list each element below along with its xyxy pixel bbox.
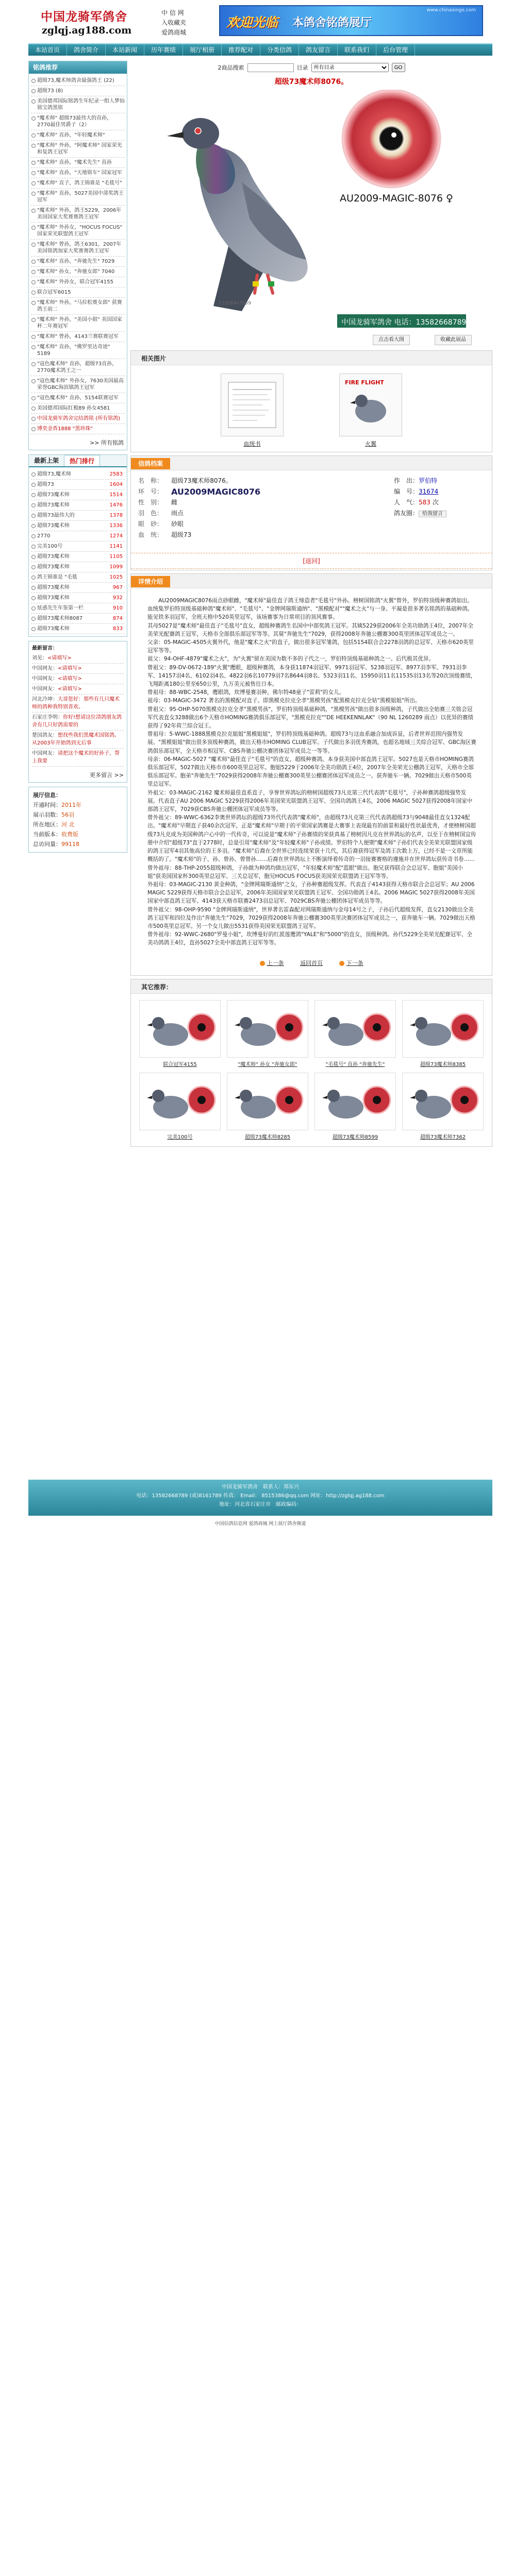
recommend-item[interactable]: 美国德邦国际红极89 孙女4581	[31, 403, 125, 414]
rank-item-count: 1141	[109, 544, 123, 549]
hits-value: 583	[419, 499, 430, 506]
message-author: 石家庄李明：	[32, 715, 63, 720]
stat-value: 99118	[61, 841, 79, 848]
rank-item-name: 超级73最伟大的	[37, 513, 75, 518]
recommend-box	[28, 61, 127, 450]
pigeon-ring2	[268, 281, 274, 286]
info-header	[131, 456, 492, 470]
other-thumbnail	[139, 1073, 221, 1130]
site-footer	[28, 1480, 492, 1516]
stat-row	[33, 820, 123, 829]
article-paragraph: 曾外祖父：98-OHP-9590 "金牌网瑞斯通纳"，世界著名雷森配对网瑞斯通纳与金母14号之子，子孙后代超级发挥，直女2130做出全美鸽王冠军和四位及作出"奔驰先生"7029，7029获得2008年奔驰公棚赛300英里决赛团体冠军成员之一，获奔驰车一辆。7029做出天格市500英里总冠军。另一个女儿做出5531获得美国荣光联盟鸽王冠军。	[147, 906, 475, 929]
article-paragraph: 祖母：03-MAGIC-3472 著名的黑模配对直子。即黑模克拉克全孝"黑模男孩"配黑模克拉克全姑"黑模姐姐"所出。	[147, 698, 421, 704]
message-item[interactable]	[32, 694, 124, 713]
info-value: 超级73魔术师8076。	[171, 477, 232, 484]
info-label: 环 号：	[138, 488, 163, 495]
photo-footer-text: 中国龙骑军鸽舍 电话：13582668789	[341, 318, 467, 327]
quick-link-favorite[interactable]: 入收藏夹	[161, 19, 187, 26]
rank-item[interactable]	[31, 531, 125, 541]
others-header	[131, 979, 492, 994]
stat-row	[33, 829, 123, 839]
message-list	[29, 641, 127, 769]
hits-unit: 次	[432, 499, 439, 506]
fireflight-thumbnail	[339, 374, 402, 436]
nav-contact[interactable]: 联系我们	[338, 44, 376, 56]
other-thumbnail	[227, 1073, 308, 1130]
nav-results[interactable]: 历年赛绩	[144, 44, 183, 56]
rank-item[interactable]	[31, 593, 125, 603]
article-paragraph: 曾祖父：89-DV-0672-189"火翼"鹰眼，超级种赛鸽，本身获11874羽冠军、9971羽冠军、5238羽冠军、8977羽李军、7931羽李军、14157羽4名、6102羽4名、4822羽6名10779羽7名8644羽8名、5323羽11名、15950羽11名11535羽13名等20次顶级赛绩，飞翔距离180公里至650公里，九万美元被售往日本。	[147, 664, 476, 688]
message-item[interactable]	[32, 664, 124, 674]
recommend-item[interactable]: "魔术师" 直子，鸽王锦谁是 "毛毯号"	[31, 178, 125, 189]
article-paragraph: 父亲：05-MAGIC-4505火翼外代，他是"魔术之火"的直子，做出很多冠军雏鸽，包括5154联合会2278羽鸽的总冠军、天格市620英里冠军等等。	[147, 639, 474, 654]
search-bar	[130, 61, 492, 74]
rank-item[interactable]	[31, 614, 125, 624]
rank-item[interactable]	[31, 480, 125, 490]
related-label-fireflight: 火翼	[365, 440, 376, 447]
rank-item-count: 1336	[109, 523, 123, 529]
rank-item[interactable]	[31, 500, 125, 511]
message-text: 你好!想请这位清鸽朋友鸽舍有几只好鸽需要的	[32, 715, 122, 728]
message-text: <请填写>	[58, 676, 82, 682]
recommend-item[interactable]: "魔术师" 直孙，"年轻魔术师"	[31, 130, 125, 141]
pedigree-thumbnail	[221, 374, 284, 436]
rank-item-count: 1378	[109, 513, 123, 518]
other-pigeon-icon	[227, 1001, 308, 1057]
rank-item[interactable]	[31, 624, 125, 634]
recommend-item[interactable]: 博奕金香1888 "黑珍珠"	[31, 424, 125, 434]
other-pigeon-icon	[315, 1001, 395, 1057]
fireflight-header: FIRE FLIGHT	[345, 379, 384, 386]
article-paragraph: 外祖母：03-MAGIC-2130 黄金种鸽，"金牌网瑞斯通纳"之女，子孙种赛超级发挥。代表直子4143获得天格市联合会总冠军；AU 2006 MAGIC 5229获得天格市联合会总冠军，2006年美国国家荣光联盟鸽王冠军、全国功勋鸽王4名。2006 MAGIC 5027获得2008年美国国家中部直鸽王冠军、4143获天格市联赛2473羽总冠军、7029CBS奔驰公棚团体冠军成员等等。	[147, 881, 475, 905]
share-label: 鸽友圈：	[394, 510, 419, 517]
others-title: 其它推荐：	[141, 983, 173, 991]
recommend-item[interactable]: "魔术师" 孙女，"奔驰女郎" 7040	[31, 267, 125, 277]
tab-new[interactable]: 最新上架	[34, 457, 59, 464]
tab-hot[interactable]: 热门排行	[64, 455, 100, 466]
site-domain[interactable]: zglqj.ag188.com	[42, 25, 132, 36]
main-nav	[28, 43, 492, 56]
message-author: 中国网友：	[32, 676, 58, 682]
info-row	[138, 530, 485, 540]
rank-list	[29, 467, 127, 636]
recommend-item[interactable]: "魔术师" 外孙，"马拉松赛女郎" 获赛鸽王前二	[31, 298, 125, 315]
rank-item-count: 1105	[109, 554, 123, 560]
quick-link-mall[interactable]: 爱鸽商城	[161, 29, 187, 36]
other-label: "魔术师" 孙女 "奔驰女郎"	[238, 1061, 297, 1067]
rank-tabs	[29, 455, 127, 467]
other-label: 完美100号	[167, 1134, 193, 1140]
stat-row	[33, 839, 123, 849]
rank-item[interactable]	[31, 521, 125, 531]
leave-message-button[interactable]: 给我留言	[419, 511, 446, 517]
banner-welcome: 欢迎光临	[226, 15, 278, 30]
other-pigeon-icon	[403, 1001, 483, 1057]
message-author: 中国网友：	[32, 666, 58, 671]
message-text: 想找些我们黑魔术国铭鸽。从2003年开始鸽到无后事	[32, 733, 120, 746]
rank-item-count: 1274	[109, 533, 123, 539]
other-item[interactable]	[402, 1000, 484, 1067]
rank-item-count: 874	[112, 616, 123, 621]
detail-title: 详情介绍	[131, 576, 170, 587]
eye-ring-label: AU2009-MAGIC-8076 ♀	[340, 193, 453, 204]
other-item[interactable]	[139, 1000, 221, 1067]
id-label: 编 号：	[394, 488, 419, 495]
stat-label: 展示羽数：	[33, 811, 61, 818]
other-label: 联合冠军4155	[163, 1061, 197, 1067]
info-value: 砂眼	[171, 520, 184, 528]
recommend-item[interactable]: "魔术师" 外孙，鸽王5229，2006年美国国家大奖赛赛鸽王冠军	[31, 206, 125, 223]
message-text: <请填写>	[58, 666, 82, 671]
recommend-item[interactable]: "魔术师" 曾孙，4143兰赛联赛冠军	[31, 332, 125, 342]
recommend-item[interactable]: "魔术师" 直孙，"奔驰先生" 7029	[31, 257, 125, 267]
article-paragraph: 曾祖母：5-WWC-1888黑模克拉克姐姐"黑模姐姐"，罗伯特顶级基础种鸽。超级73与这血系融合加成诉显，后者世界范围内强势发展。"黑模姐姐"做出很多顶级种赛鸽，做出天格市HOMING CLUB冠军。子代做出多羽优秀赛鸽，也超名地域三关综合冠军、GBC海区赛鸽俱乐部冠军，全天格市相冠军、CBS奔驰公棚决赛团体冠军成员之一等等。	[147, 731, 476, 754]
category-select[interactable]	[311, 63, 389, 72]
recommend-item[interactable]: "寇色魔术师" 直孙，5154联赛冠军	[31, 393, 125, 403]
rank-item[interactable]	[31, 552, 125, 562]
rank-item[interactable]	[31, 562, 125, 572]
prev-link[interactable]	[260, 960, 284, 967]
message-item[interactable]	[32, 684, 124, 694]
nav-gallery[interactable]: 展厅相册	[183, 44, 222, 56]
recommend-item[interactable]: "魔术师" 外孙女，"HOCUS FOCUS" 国家荣光联盟鸽王冠军	[31, 223, 125, 240]
recommend-item[interactable]: "魔术师" 直孙，"天地铭车" 国家冠军	[31, 168, 125, 178]
detail-section	[130, 573, 492, 976]
rank-item[interactable]	[31, 490, 125, 500]
message-item[interactable]	[32, 731, 124, 749]
prev-label: 上一条	[267, 959, 284, 967]
stat-value: 2011年	[61, 802, 81, 808]
other-thumbnail	[227, 1000, 308, 1058]
next-label: 下一条	[346, 959, 363, 967]
recommend-item[interactable]: 超级73 (8)	[31, 86, 125, 96]
stats-title: 展厅信息：	[33, 792, 61, 799]
pigeon-info	[131, 470, 492, 553]
message-more-link[interactable]: 更多留言 >>	[90, 772, 124, 778]
rank-item-name: 超级73魔术师	[37, 595, 70, 601]
welcome-banner	[219, 5, 483, 36]
related-header	[131, 351, 492, 365]
stat-row	[33, 800, 123, 810]
article-paragraph: 外祖父：03-MAGIC-2162 魔术师最佳直系直子，享誉世界鸽坛的榜树国超级73凡克第三代代表鸽"毛毯号"，子孙种赛鸽超级强势发展。代表直子AU 2006 MAGIC 5229获得2006年美国荣光联盟鸽王冠军、全国功鸽鸽王4名，2006 MAGIC 5027获得2008年国家中部鸽王冠军，7029获CBS奔驰公棚团体冠军成员等等。	[147, 789, 473, 813]
info-label: 名 称：	[138, 477, 163, 484]
rank-item-count: 1604	[109, 482, 123, 487]
search-input[interactable]	[247, 63, 294, 72]
rank-item-count: 2583	[109, 471, 123, 477]
next-link[interactable]	[339, 960, 363, 967]
recommend-item[interactable]: "寇色魔术师" 外孙女，7630美国最高荣誉GBC海滨镇鸽王冠军	[31, 376, 125, 393]
info-title: 信鸽档案	[131, 458, 170, 469]
footer-line-1: 中国龙骑军鸽舍 联系人：郑东兴	[222, 1484, 299, 1490]
stat-row	[33, 810, 123, 820]
others-section	[130, 979, 492, 1147]
other-label: 超级73魔术师8285	[244, 1134, 291, 1140]
rank-item-count: 967	[112, 585, 123, 590]
others-grid	[131, 994, 492, 1146]
recommend-item[interactable]: "魔术师" 外孙，"美国小姐" 美国国家杯二年赛冠军	[31, 315, 125, 332]
article-paragraph: 曾外祖父：89-WWC-6362李奥世界鸽坛的超级73外代代表鸽"魔术师"，由超级73凡克第三代代表鸽超级73与9048最佳直女1324配出。"魔术师"早期直子获40余次冠军，正是"魔术师"早期于的平常国家鸽赛是大赛事上表现最有的前景和最好性状最优秀，才使榜树国超级73凡克成为美国种鸽户心中的一代传奇，可以说是"魔术师"子孙赛绩的荣获真基了榜树因凡克在世界鸽坛的名声，以至于在榜树国宣传册中介绍"超级73"直于2778时，总是引用"魔术师"及"年轻魔术师"子孙成绩。罗伯特个人便期"魔术师"子孙们代表全美荣光联盟国家级的鸽王冠军4羽其他高位的王多羽。"魔术师"后裔在全世界已经连续荣获十几代，其后裔获得冠军及鸽王次数上万，已经不是一文章所能概括的了。"魔术师"的子、孙、曾孙、曾曾孙……后裔在世界鸽坛上不断演绎着传奇的一羽接赛赛格的遵施并在世界鸽坛获传奇书卷……	[147, 815, 476, 863]
other-thumbnail	[402, 1073, 484, 1130]
recommend-item[interactable]: 联合冠军6015	[31, 287, 125, 298]
article-paragraph: 其母5027是"魔术师"最佳直子"毛毯号"直女，超级种赛鸽生名国中中部奖鸽王冠军。其姨5229获2006年全美功勋鸽王4位，2007年全美荣光配賽鸽王冠军，天格市全部俱乐部冠军等等。其舅"奔驰先生"7029，获得2008年奔驰公棚赛300英里团体冠军成员之一。	[147, 622, 473, 637]
pigeon-ring	[253, 281, 259, 286]
eye-closeup	[342, 90, 440, 188]
message-author: 楚国鸽友：	[32, 733, 58, 738]
photo-buttons	[130, 332, 492, 347]
rank-item-name: 超级73魔术师	[37, 502, 70, 508]
info-label: 羽 色：	[138, 510, 163, 517]
rank-item-count: 1099	[109, 564, 123, 570]
footer-line-3: 地址：河北省石家庄市 邮政编码：	[219, 1502, 302, 1507]
pager	[131, 953, 492, 975]
recommend-item[interactable]: "寇色魔术师" 直孙，超级73直孙，2770魔术鸽王之一	[31, 359, 125, 376]
info-value: 雨点	[171, 510, 184, 517]
message-text: 请把这个魔术的好孙子，帮上我要	[32, 751, 120, 764]
quick-link-xinge[interactable]: 中 信 网	[161, 9, 184, 16]
other-pigeon-icon	[315, 1073, 395, 1130]
nav-about[interactable]: 鸽舍简介	[67, 44, 106, 56]
other-pigeon-icon	[227, 1073, 308, 1130]
message-item[interactable]	[32, 653, 124, 664]
nav-pairing[interactable]: 推荐配对	[222, 44, 260, 56]
site-logo-text[interactable]: 中国龙骑军鸽舍	[41, 10, 127, 24]
message-item[interactable]	[32, 749, 124, 767]
article-paragraph: 曾祖父：95-OHP-5070黑模克拉克全孝"黑模男孩"，罗伯特顶级基础种鸽，"黑模男孩"做出很多顶级种鸽，子代做出全始赛三关铭会冠军代表直女3288做出6个天格市HOMING赛鸽俱乐部冠军，"黑模克拉克""DE HEEKENNLAK"（90 NL 1260289 雨点）以优异的赛绩获得了92年荷兰综合冠王。	[147, 706, 474, 730]
rank-item-count: 1514	[109, 492, 123, 498]
stats-list	[29, 787, 127, 852]
rank-item[interactable]	[31, 511, 125, 521]
message-author: 河北冷坤：	[32, 697, 58, 702]
detail-header	[131, 574, 492, 588]
pigeon-head	[182, 118, 219, 149]
other-label: "毛毯号" 直孙 "奔驰先生"	[325, 1061, 385, 1067]
stat-label: 当前版本：	[33, 831, 61, 838]
message-author: 刘见：	[32, 655, 47, 661]
other-item[interactable]	[314, 1073, 396, 1140]
rank-item-name: 2770	[37, 533, 51, 539]
pigeon-eye-small	[195, 128, 201, 134]
pigeon-beak	[167, 132, 184, 138]
info-value: AU2009MAGIC8076	[171, 487, 261, 497]
other-label: 超级73魔术师7362	[420, 1134, 466, 1140]
eye-pupil-highlight	[391, 132, 396, 138]
author-value: 罗伯特	[419, 477, 438, 484]
rank-item-name: 鸽王锦谁是 "毛毯	[37, 574, 77, 580]
pigeon-photo[interactable]	[152, 90, 471, 332]
detail-article	[131, 588, 492, 953]
rank-item-name: 超级73魔术师	[37, 585, 70, 590]
message-item[interactable]	[32, 713, 124, 731]
sidebar	[28, 61, 127, 857]
info-label: 眼 砂：	[138, 520, 163, 528]
other-thumbnail	[314, 1000, 396, 1058]
message-title: 最新留言：	[32, 646, 58, 651]
message-text: <请填写>	[58, 686, 82, 692]
stat-value: 收费版	[61, 831, 78, 838]
home-label: 返回首页	[300, 959, 323, 967]
hits-label: 人 气：	[394, 499, 419, 506]
photo-watermark-phone: 13308447859	[219, 301, 251, 306]
message-box	[28, 641, 127, 783]
article-paragraph: 母亲：06-MAGIC-5027 "魔术师"最佳直子"毛毯号"的直女，超级种赛鸽。本身获美国中部直鸽王冠军。5027也是天格市HOMING赛鸽俱乐部冠军，5027做出天格市市600英里总冠军。胞姐5229于2006年全美功勋鸽王4位，2007年全美荣光公棚鸽王冠军，天格市全部俱乐部冠军。胞弟"奔驰先生"7029获得2008年奔驰公棚赛300英里公棚赛团体冠军成员之一。获奔驰车一辆。7029做出天格市500英里总冠军。	[147, 756, 474, 788]
other-item[interactable]	[227, 1000, 308, 1067]
rank-item-count: 910	[112, 605, 123, 611]
article-paragraph: 祖父：94-OHF-4879"魔术之火"，为"火翼"留在美国为数不多的子代之一，罗伯特顶级基础种鸽之一。后代极其优异。	[147, 656, 435, 663]
view-large-button[interactable]: 点击看大图	[373, 335, 410, 345]
message-text: <请填写>	[47, 655, 72, 661]
site-header	[28, 0, 492, 41]
pedigree-doc-icon	[221, 374, 283, 436]
rank-item-name: 炫惑先生年鉴第一栏	[37, 605, 84, 611]
rank-item-name: 完美100号	[37, 544, 63, 549]
info-section	[130, 455, 492, 570]
banner-url: www.chinaxinge.com	[426, 8, 476, 13]
favorite-button[interactable]: 收藏此展品	[435, 335, 472, 345]
article-paragraph: 能见铁多羽冠军，全班天格中520英里冠军，该场赛事为日常项目的顶风赛事。	[147, 614, 338, 621]
related-label-pedigree: 血统书	[243, 440, 261, 447]
rank-item-count: 1476	[109, 502, 123, 508]
recommend-item[interactable]: 中国龙骑军鸽舍完结鸽铭 (所有铭鸽)	[31, 414, 125, 424]
back-link[interactable]: [返回]	[131, 553, 492, 569]
stats-box	[28, 787, 127, 853]
rank-item[interactable]	[31, 603, 125, 614]
search-label: 2商品搜索	[218, 64, 244, 71]
footer-line-2: 电话：13582668789 (或)8161789 传真： Email： 8515386@qq.com 网址：http://zglqj.ag188.com	[136, 1493, 385, 1499]
rank-item-count: 1025	[109, 574, 123, 580]
stat-label: 开通时间：	[33, 802, 61, 808]
pigeon-illustration	[152, 90, 471, 332]
related-item-pedigree[interactable]	[221, 374, 284, 448]
other-item[interactable]	[227, 1073, 308, 1140]
rank-box	[28, 454, 127, 637]
other-thumbnail	[314, 1073, 396, 1130]
id-value: 31674	[419, 488, 439, 495]
article-paragraph: 曾外祖母：92-WWC-2680"罗曼小姐"，坎博曼好的红派莲鹰鸽"YALE"和"5000"的直女，顶级种鸽。孙代5229全美荣光配賽冠军、全美功鸽鸽王4位，直孙5027全美中部直鸽王冠军等等。	[147, 931, 473, 946]
quick-links	[161, 8, 186, 38]
banner-title: 本鸽舍铭鸽展厅	[292, 16, 372, 29]
nav-news[interactable]: 本站新闻	[106, 44, 144, 56]
recommend-title: 铭鸽推荐	[29, 61, 127, 74]
info-value: 超级73	[171, 531, 192, 538]
related-images	[131, 365, 492, 452]
other-pigeon-icon	[140, 1001, 220, 1057]
recommend-item[interactable]: "魔术师" 直孙，5027美国中部奖鸽王冠军	[31, 189, 125, 206]
other-thumbnail	[402, 1000, 484, 1058]
author-label: 作 出：	[394, 477, 419, 484]
related-section	[130, 350, 492, 452]
main-content	[130, 61, 492, 1147]
recommend-item[interactable]: 美国德邦国际铭鸽生年纪录一组人梦仙铭宝鸽黑铭	[31, 96, 125, 113]
article-paragraph: 曾外祖母：88-THP-2055超级种鸽，子孙做为种鸽均做出冠军，"年轻魔术师"配"蓝眼"做出。胞兄获得联合会总冠军、胞姐"美国小姐"获美国国家杯300英里总冠军、三关总冠军，胞兄HOCUS FOCUS获美国荣光联盟鸽王冠军等等。	[147, 865, 463, 879]
other-pigeon-icon	[140, 1073, 220, 1130]
other-label: 超级73魔术师8385	[420, 1061, 466, 1067]
rank-item-name: 超级73,魔术师	[37, 471, 71, 477]
recommend-item[interactable]: "魔术师" 外孙女，联合冠军4155	[31, 277, 125, 287]
nav-guestbook[interactable]: 鸽友留言	[299, 44, 338, 56]
related-title: 相关图片	[141, 355, 167, 362]
stat-label: 所在地区：	[33, 821, 61, 828]
page-wrapper	[28, 0, 492, 1532]
recommend-item[interactable]: "魔术师" 外孙，"阿魔术师" 国家荣光和复鸽王冠军	[31, 141, 125, 158]
rank-item[interactable]	[31, 583, 125, 593]
nav-category[interactable]: 分类信鸽	[260, 44, 299, 56]
home-link[interactable]	[300, 960, 323, 967]
recommend-item[interactable]: "魔术师" 直孙，"佛罗里达奇迹" 5189	[31, 342, 125, 359]
info-value: 雌	[171, 499, 178, 506]
stat-label: 总访问量：	[33, 841, 61, 848]
recommend-more-link[interactable]: >> 所有铭鸽	[90, 439, 124, 446]
search-go-button[interactable]: GO	[392, 63, 405, 72]
message-author: 中国网友：	[32, 686, 58, 692]
rank-item[interactable]	[31, 572, 125, 583]
related-item-fireflight[interactable]	[339, 374, 402, 448]
bottom-links[interactable]: 中国信鸽信息网 爱鸽商城 网上展厅鸽舍频道	[214, 1521, 306, 1527]
other-thumbnail	[139, 1000, 221, 1058]
stat-value: 56羽	[61, 811, 74, 818]
nav-admin[interactable]: 后台管理	[376, 44, 415, 56]
rank-item-count: 932	[112, 595, 123, 601]
rank-item-name: 超级73	[37, 482, 54, 487]
rank-item-name: 超级73魔术师	[37, 523, 70, 529]
rank-item-name: 超级73魔术师	[37, 626, 70, 632]
category-label: 目录	[296, 64, 308, 71]
prev-dot-icon	[260, 961, 265, 966]
rank-item-name: 超级73魔术师	[37, 564, 70, 570]
recommend-list	[29, 74, 127, 436]
rank-item[interactable]	[31, 469, 125, 480]
rank-item-count: 833	[112, 626, 123, 632]
article-paragraph: 曾祖母：88-WBC-2548，鹰眼鸽，坎博曼赛羽种，佛尔特48童子"雷莉"的女儿。	[147, 689, 345, 696]
info-meta	[394, 476, 446, 519]
other-item[interactable]	[314, 1000, 396, 1067]
recommend-item[interactable]: "魔术师" 曾孙，鸽王6301，2007年美国铭鸽加家大奖赛赛鸽王冠军	[31, 240, 125, 257]
info-label: 性 别：	[138, 499, 163, 506]
next-dot-icon	[339, 961, 344, 966]
message-item[interactable]	[32, 674, 124, 684]
message-text: 大哥您好：那些有几只魔术师的鸽种我特别喜欢。	[32, 697, 120, 710]
other-item[interactable]	[139, 1073, 221, 1140]
other-item[interactable]	[402, 1073, 484, 1140]
recommend-item[interactable]: "魔术师" 超级73最伟大的直孙，2770最佳男爵子（2）	[31, 113, 125, 130]
nav-home[interactable]: 本站首页	[28, 44, 67, 56]
info-row	[138, 519, 485, 530]
rank-item-name: 超级73魔术师	[37, 554, 70, 560]
rank-item[interactable]	[31, 541, 125, 552]
article-paragraph: AU2009MAGIC8076雨点砂眼雌，"魔术师"最佳直子鸽王缔造者"毛毯号"外孙。榜树国铭鸽"火翼"曾外，罗伯特顶级种赛鸽如出。血统集罗伯特顶级基础种鸽"魔术师"、"毛毯号"、"金牌网瑞斯通纳"、"黑模配对""魔术之火"与一身。平凝是很多著名铭鸽的基础种鸽。	[147, 598, 473, 613]
recommend-item[interactable]: 超级73,魔术师鸽舍最强鸽王 (22)	[31, 76, 125, 86]
recommend-item[interactable]: "魔术师" 直孙，"魔术先生" 直孙	[31, 158, 125, 168]
pigeon-title: 超级73魔术师8076。	[274, 78, 349, 86]
other-label: 超级73魔术师8599	[332, 1134, 378, 1140]
other-pigeon-icon	[403, 1073, 483, 1130]
info-label: 血 统：	[138, 531, 163, 538]
rank-item-name: 超级73魔术师	[37, 492, 70, 498]
message-author: 中国网友：	[32, 751, 58, 756]
stat-value: 河 北	[61, 821, 75, 828]
rank-item-name: 超级73魔术师8087	[37, 616, 83, 621]
